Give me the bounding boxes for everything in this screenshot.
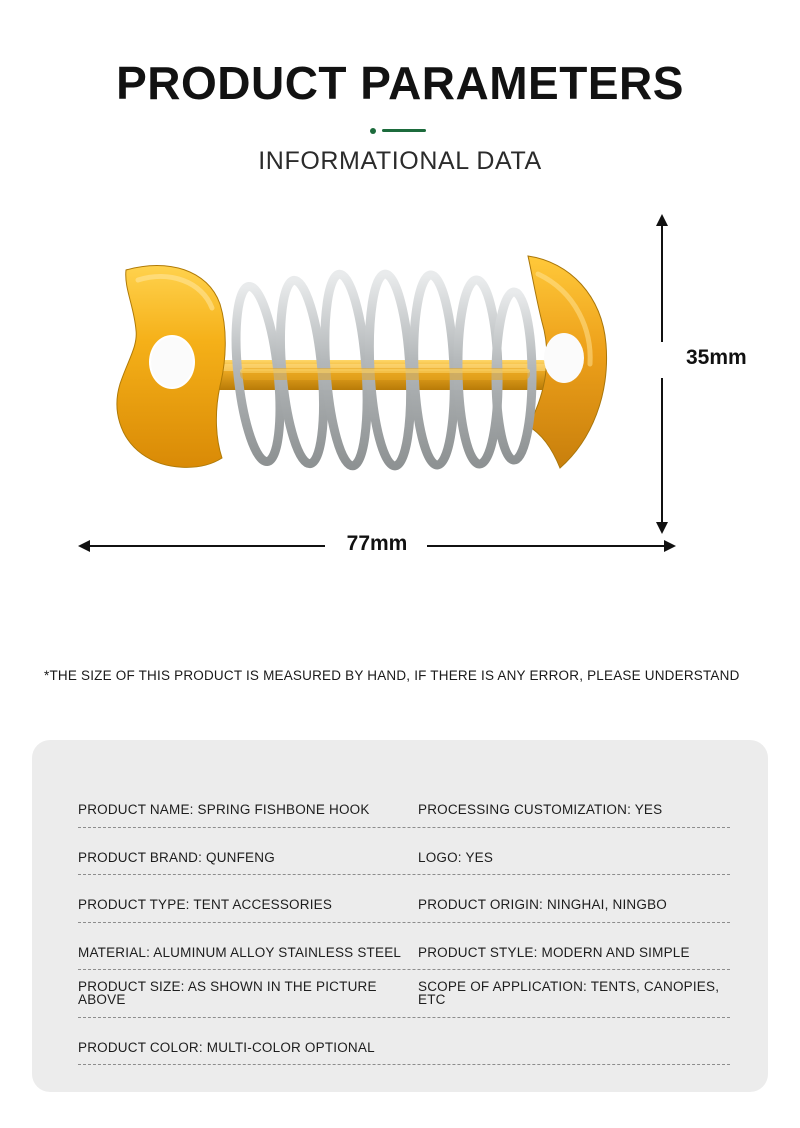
table-row <box>78 780 730 828</box>
table-row <box>78 970 730 1018</box>
hook-left-head-shape <box>117 265 225 467</box>
spec-logo: LOGO: YES <box>418 849 494 865</box>
table-row <box>78 1018 730 1066</box>
divider-dot-icon <box>370 128 376 134</box>
spec-product-brand: PRODUCT BRAND: QUNFENG <box>78 849 275 865</box>
height-dimension-label: 35mm <box>686 345 747 369</box>
spec-product-type: PRODUCT TYPE: TENT ACCESSORIES <box>78 897 333 912</box>
page-title: PRODUCT PARAMETERS <box>116 57 684 109</box>
width-dimension-label: 77mm <box>346 531 408 555</box>
measurement-note: *THE SIZE OF THIS PRODUCT IS MEASURED BY HAND, IF THERE IS ANY ERROR, PLEASE UNDERSTAND <box>44 668 740 683</box>
specifications-table <box>78 780 730 1065</box>
spec-product-size: PRODUCT SIZE: AS SHOWN IN THE PICTURE ABOVE <box>78 978 377 1007</box>
title-divider <box>370 127 430 135</box>
arrow-right-icon <box>664 540 676 552</box>
spec-empty-cell <box>418 1054 730 1064</box>
specifications-panel <box>32 740 768 1092</box>
spec-material: MATERIAL: ALUMINUM ALLOY STAINLESS STEEL <box>78 944 402 960</box>
product-figure <box>0 204 800 624</box>
spec-product-color: PRODUCT COLOR: MULTI-COLOR OPTIONAL <box>78 1039 375 1055</box>
spec-product-style: PRODUCT STYLE: MODERN AND SIMPLE <box>418 944 690 960</box>
spec-product-name: PRODUCT NAME: SPRING FISHBONE HOOK <box>78 802 370 817</box>
spec-processing-customization: PROCESSING CUSTOMIZATION: YES <box>418 802 663 817</box>
table-row <box>78 923 730 971</box>
spec-product-origin: PRODUCT ORIGIN: NINGHAI, NINGBO <box>418 897 667 912</box>
arrow-down-icon <box>656 522 668 534</box>
table-row <box>78 828 730 876</box>
spec-scope-of-application: SCOPE OF APPLICATION: TENTS, CANOPIES, ETC <box>418 978 720 1007</box>
height-label-mask <box>650 342 676 378</box>
table-row <box>78 875 730 923</box>
divider-bar-icon <box>382 129 426 132</box>
spring-fishbone-hook-image <box>90 234 650 534</box>
page-subtitle: INFORMATIONAL DATA <box>258 146 542 175</box>
page-header <box>0 0 800 176</box>
